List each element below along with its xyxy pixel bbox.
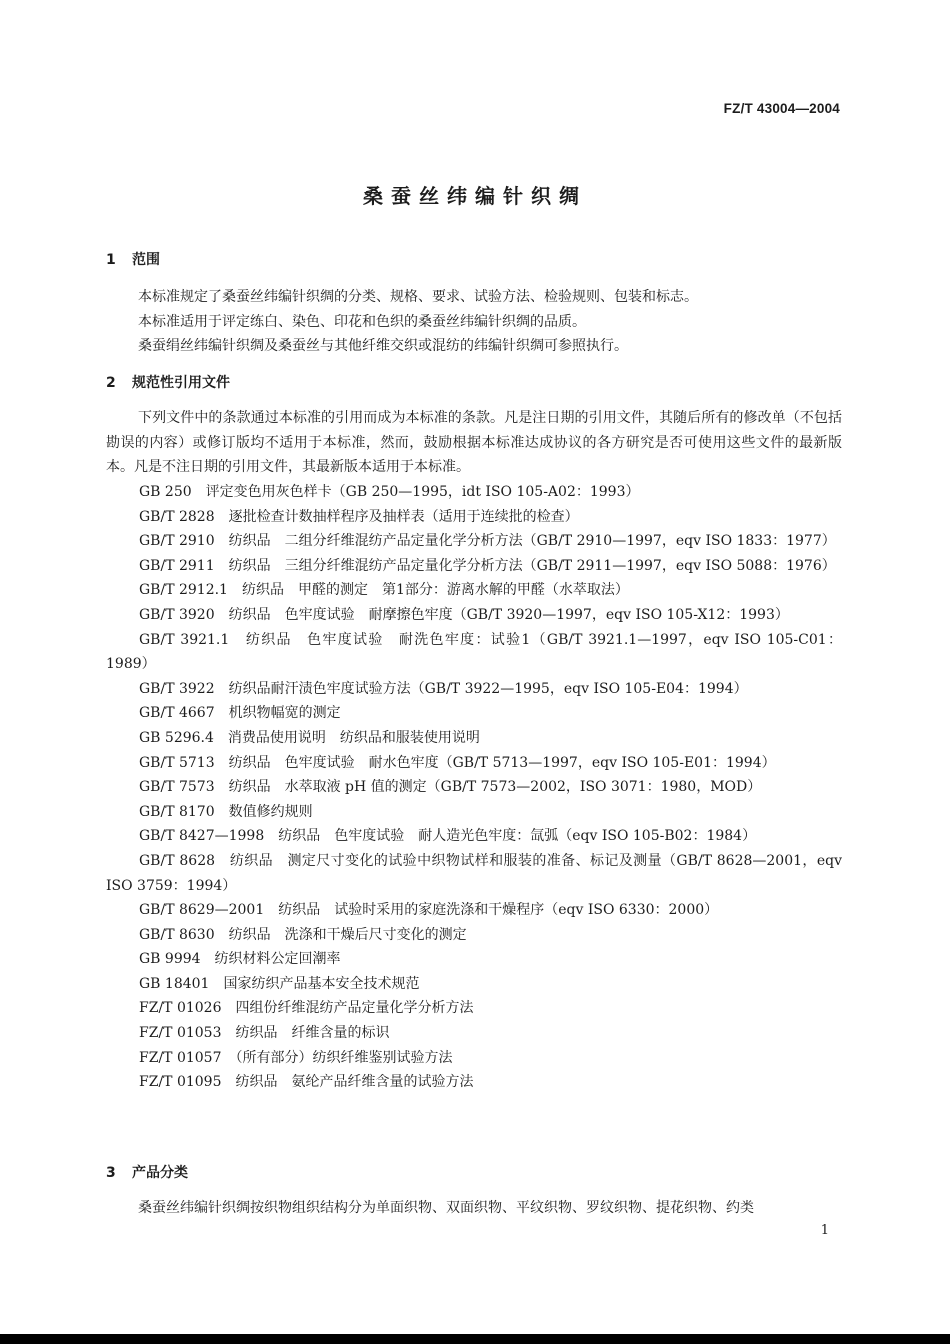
section-heading-2 bbox=[106, 372, 230, 392]
paragraph: 下列文件中的条款通过本标准的引用而成为本标准的条款。凡是注日期的引用文件，其随后所有的修改单（不包括勘误的内容）或修订版均不适用于本标准，然而，鼓励根据本标准达成协议的各方研究是否可使用这些文件的最新版本。凡是不注日期的引用文件，其最新版本适用于本标准。 bbox=[106, 410, 842, 476]
reference-item: GB/T 8630 纺织品 洗涤和干燥后尺寸变化的测定 bbox=[139, 926, 467, 943]
page-number: 1 bbox=[820, 1223, 829, 1238]
reference-item: GB/T 8427—1998 纺织品 色牢度试验 耐人造光色牢度：氙弧（eqv ISO 105-B02：1984） bbox=[139, 828, 757, 845]
reference-item: FZ/T 01026 四组份纤维混纺产品定量化学分析方法 bbox=[139, 1000, 474, 1017]
reference-item: GB/T 7573 纺织品 水萃取液 pH 值的测定（GB/T 7573—2002，ISO 3071：1980，MOD） bbox=[139, 779, 762, 796]
section-title: 规范性引用文件 bbox=[132, 375, 230, 391]
section-3-body bbox=[106, 1196, 842, 1221]
section-heading-1 bbox=[106, 249, 160, 269]
reference-item: FZ/T 01053 纺织品 纤维含量的标识 bbox=[139, 1025, 390, 1042]
paragraph: 桑蚕绢丝纬编针织绸及桑蚕丝与其他纤维交织或混纺的纬编针织绸可参照执行。 bbox=[138, 338, 628, 355]
reference-item: GB 250 评定变色用灰色样卡（GB 250—1995，idt ISO 105-A02：1993） bbox=[139, 484, 640, 500]
reference-item: GB/T 3920 纺织品 色牢度试验 耐摩擦色牢度（GB/T 3920—1997，eqv ISO 105-X12：1993） bbox=[139, 606, 789, 623]
reference-item: GB/T 5713 纺织品 色牢度试验 耐水色牢度（GB/T 5713—1997，eqv ISO 105-E01：1994） bbox=[139, 754, 776, 771]
reference-item: GB 9994 纺织材料公定回潮率 bbox=[139, 951, 341, 968]
reference-item: GB/T 2912.1 纺织品 甲醛的测定 第1部分：游离水解的甲醛（水萃取法） bbox=[139, 582, 629, 599]
standard-code: FZ/T 43004—2004 bbox=[723, 101, 840, 116]
reference-list bbox=[106, 480, 847, 1095]
section-2-intro bbox=[106, 406, 842, 480]
paragraph: 本标准规定了桑蚕丝纬编针织绸的分类、规格、要求、试验方法、检验规则、包装和标志。 bbox=[138, 289, 698, 305]
paragraph: 桑蚕丝纬编针织绸按织物组织结构分为单面织物、双面织物、平纹织物、罗纹织物、提花织物、约类 bbox=[138, 1200, 754, 1216]
document-title: 桑蚕丝纬编针织绸 bbox=[363, 184, 587, 208]
page-bottom-edge bbox=[0, 1334, 950, 1344]
reference-item: GB/T 8170 数值修约规则 bbox=[139, 803, 313, 820]
reference-item: GB/T 4667 机织物幅宽的测定 bbox=[139, 705, 341, 722]
reference-item: GB/T 3922 纺织品耐汗渍色牢度试验方法（GB/T 3922—1995，eqv ISO 105-E04：1994） bbox=[139, 680, 748, 697]
section-number: 1 bbox=[106, 252, 116, 268]
reference-item: GB/T 2828 逐批检查计数抽样程序及抽样表（适用于连续批的检查） bbox=[139, 508, 579, 525]
reference-item: GB/T 2910 纺织品 二组分纤维混纺产品定量化学分析方法（GB/T 2910—1997，eqv ISO 1833：1977） bbox=[139, 533, 836, 550]
section-title: 范围 bbox=[132, 252, 160, 268]
section-1-body bbox=[106, 285, 842, 359]
reference-item: GB/T 8628 纺织品 测定尺寸变化的试验中织物试样和服装的准备、标记及测量（GB/T 8628—2001，eqv ISO 3759：1994） bbox=[106, 852, 847, 894]
reference-item: FZ/T 01095 纺织品 氨纶产品纤维含量的试验方法 bbox=[139, 1074, 474, 1091]
section-number: 2 bbox=[106, 375, 116, 391]
reference-item: GB 18401 国家纺织产品基本安全技术规范 bbox=[139, 975, 420, 992]
reference-item: GB 5296.4 消费品使用说明 纺织品和服装使用说明 bbox=[139, 729, 480, 746]
reference-item: GB/T 2911 纺织品 三组分纤维混纺产品定量化学分析方法（GB/T 2911—1997，eqv ISO 5088：1976） bbox=[139, 557, 836, 574]
section-heading-3 bbox=[106, 1162, 188, 1182]
section-title: 产品分类 bbox=[132, 1165, 188, 1181]
reference-item: GB/T 3921.1 纺织品 色牢度试验 耐洗色牢度：试验1（GB/T 3921.1—1997，eqv ISO 105-C01：1989） bbox=[106, 631, 842, 673]
reference-item: GB/T 8629—2001 纺织品 试验时采用的家庭洗涤和干燥程序（eqv ISO 6330：2000） bbox=[139, 902, 719, 919]
reference-item: FZ/T 01057 （所有部分）纺织纤维鉴别试验方法 bbox=[139, 1049, 453, 1066]
paragraph: 本标准适用于评定练白、染色、印花和色织的桑蚕丝纬编针织绸的品质。 bbox=[138, 313, 586, 330]
section-number: 3 bbox=[106, 1165, 116, 1181]
